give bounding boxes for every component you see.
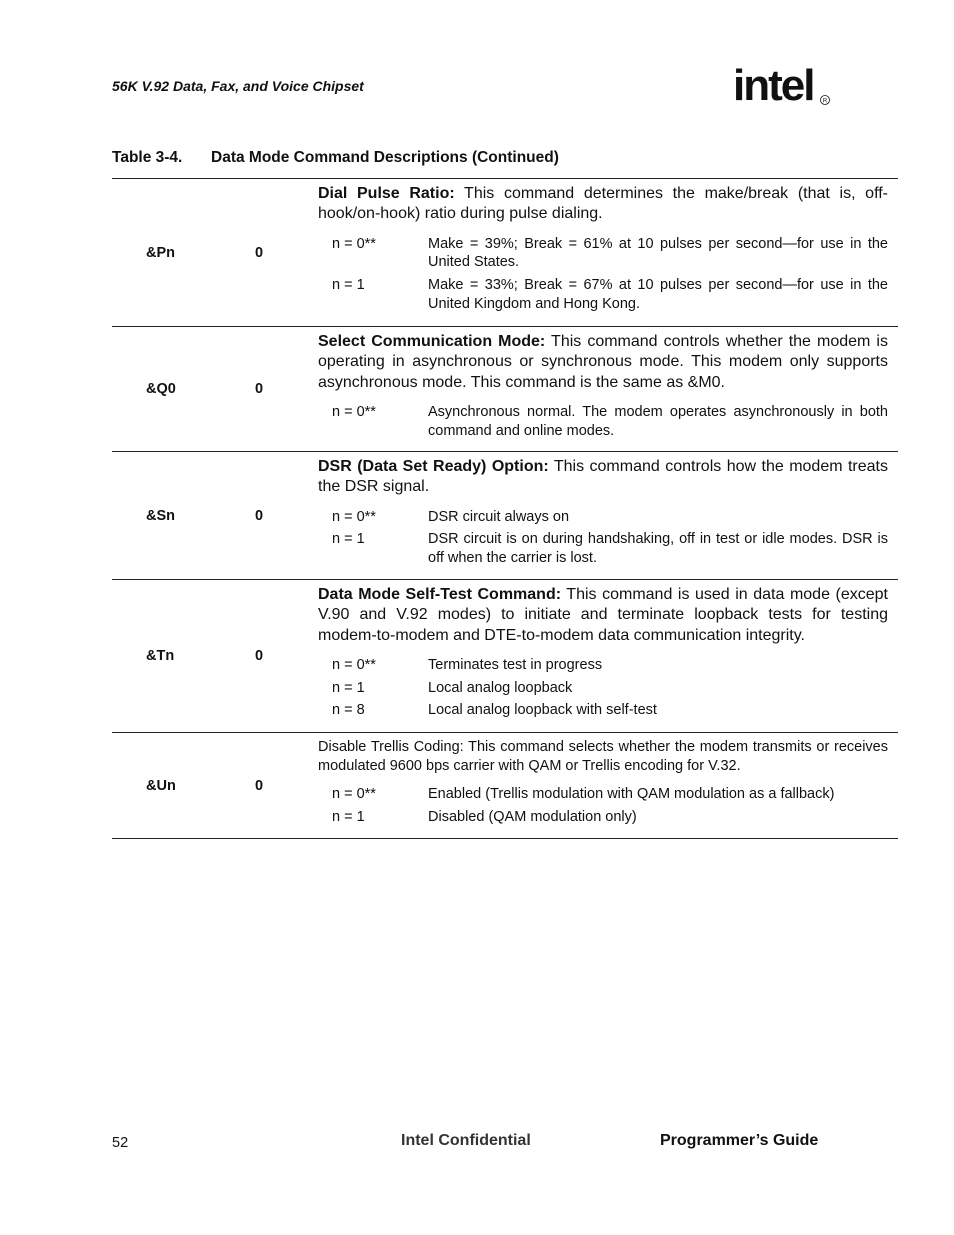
command-heading: Dial Pulse Ratio: <box>318 185 455 202</box>
command-default: 0 <box>255 381 264 397</box>
option-row <box>318 276 888 314</box>
command-text: This command controls how the modem treats the DSR signal. <box>318 458 889 496</box>
command-heading: Data Mode Self-Test Command: <box>318 586 562 603</box>
command-name: &Un <box>146 777 176 794</box>
command-description <box>318 184 888 225</box>
option-row <box>318 235 888 273</box>
command-name: &Tn <box>146 648 175 664</box>
option-row <box>318 656 888 675</box>
option-value: n = 0** <box>332 235 376 252</box>
option-value: n = 1 <box>332 679 365 696</box>
intel-logo-text: intel <box>733 61 814 110</box>
command-text: This command controls whether the modem is operating in asynchronous or synchronous mode. This modem only supports asynchronous mode. This command is the same as &M0. <box>318 333 888 391</box>
footer-confidential: Intel Confidential <box>401 1132 531 1149</box>
table-caption <box>112 149 559 167</box>
option-row <box>318 508 888 527</box>
command-description <box>318 332 888 393</box>
page-number: 52 <box>112 1135 129 1151</box>
option-text: Make = 33%; Break = 67% at 10 pulses per second—for use in the United Kingdom and Hong Kong. <box>428 277 888 312</box>
command-text: Disable Trellis Coding: This command selects whether the modem transmits or receives modulated 9600 bps carrier with QAM or Trellis encoding for V.32. <box>318 739 888 774</box>
table-row <box>112 452 898 580</box>
command-description <box>318 585 888 646</box>
command-text: This command is used in data mode (except V.90 and V.92 modes) to initiate and terminate loopback tests for testing modem-to-modem and DTE-to-modem data communication integrity. <box>318 586 888 644</box>
command-table <box>112 178 898 839</box>
command-text: This command determines the make/break (that is, off-hook/on-hook) ratio during pulse dialing. <box>318 185 889 223</box>
table-row <box>112 580 898 733</box>
command-name: &Q0 <box>146 381 176 397</box>
option-text: Enabled (Trellis modulation with QAM modulation as a fallback) <box>428 786 835 802</box>
table-row <box>112 733 898 839</box>
option-value: n = 1 <box>332 277 365 294</box>
option-text: Local analog loopback <box>428 679 573 696</box>
option-text: Terminates test in progress <box>428 656 603 673</box>
intel-logo <box>733 56 833 120</box>
table-row <box>112 179 898 327</box>
option-value: n = 0** <box>332 403 376 420</box>
table-caption-number: Table 3-4. <box>112 149 183 166</box>
command-name: &Sn <box>146 507 175 524</box>
command-default: 0 <box>255 777 264 794</box>
command-description <box>318 457 888 498</box>
option-row <box>318 403 888 441</box>
option-text: Asynchronous normal. The modem operates asynchronously in both command and online modes. <box>428 403 888 439</box>
command-description <box>318 738 888 775</box>
registered-mark-letter: R <box>822 98 828 105</box>
command-default: 0 <box>255 507 264 524</box>
table-row <box>112 327 898 452</box>
option-row <box>318 808 888 827</box>
option-value: n = 0** <box>332 508 376 525</box>
option-value: n = 0** <box>332 656 376 673</box>
option-value: n = 0** <box>332 786 376 802</box>
option-text: DSR circuit always on <box>428 508 570 525</box>
option-row <box>318 679 888 698</box>
footer-guide-title: Programmer’s Guide <box>660 1132 819 1149</box>
option-row <box>318 530 888 568</box>
option-row <box>318 701 888 720</box>
option-text: Local analog loopback with self-test <box>428 702 657 719</box>
option-text: Disabled (QAM modulation only) <box>428 808 637 825</box>
command-default: 0 <box>255 244 264 261</box>
document-title: 56K V.92 Data, Fax, and Voice Chipset <box>112 78 364 94</box>
command-heading: Select Communication Mode: <box>318 333 546 350</box>
command-name: &Pn <box>146 244 175 261</box>
option-text: Make = 39%; Break = 61% at 10 pulses per second—for use in the United States. <box>428 235 888 271</box>
option-value: n = 8 <box>332 702 365 719</box>
command-heading: DSR (Data Set Ready) Option: <box>318 458 549 475</box>
option-row <box>318 785 888 804</box>
table-caption-title: Data Mode Command Descriptions (Continued) <box>211 149 559 166</box>
option-text: DSR circuit is on during handshaking, off in test or idle modes. DSR is off when the carrier is lost. <box>428 531 888 567</box>
option-value: n = 1 <box>332 531 365 548</box>
command-default: 0 <box>255 648 264 664</box>
option-value: n = 1 <box>332 808 365 825</box>
